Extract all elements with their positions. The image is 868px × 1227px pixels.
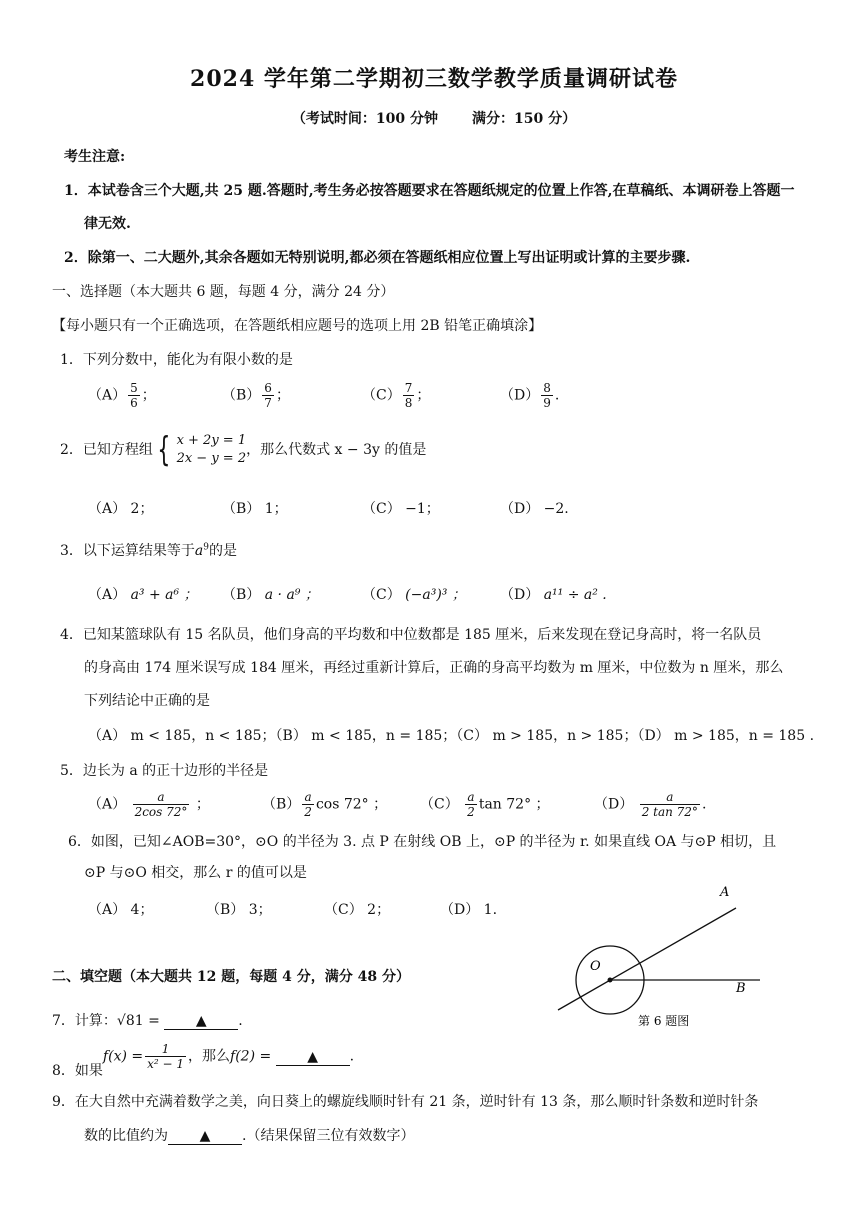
q3-option-b: （B） a · a⁹ ； [222,587,319,603]
label-b: B [736,981,746,996]
q4-line-3: 下列结论中正确的是 [84,693,210,709]
q9-answer-blank[interactable]: ▲ [168,1128,242,1145]
q1-option-c: （C） $\frac{7}{8}$ ； [362,381,431,410]
notice-heading: 考生注意: [64,149,126,165]
q1-stem: 1．下列分数中，能化为有限小数的是 [60,352,293,368]
q6-option-b: （B） 3； [206,902,272,918]
q2-stem: 2．已知方程组 { x + 2y = 1 2x − y = 2 ，那么代数式 x − 3y 的值是 [60,430,427,470]
exam-time: （考试时间：100 分钟 [291,111,438,127]
exam-subtitle [0,108,868,128]
q2-option-b: （B） 1； [222,501,288,517]
ray-oa [558,908,736,1010]
q3-option-a: （A） a³ + a⁶ ； [88,587,198,603]
q2-option-a: （A） 2； [88,501,154,517]
q5-option-c: （C） $\frac{a}{2}$ tan 72° ； [420,790,550,819]
q5-stem: 5．边长为 a 的正十边形的半径是 [60,763,269,779]
q4-line-2: 的身高由 174 厘米误写成 184 厘米，再经过重新计算后，正确的身高平均数为 m 厘米，中位数为 n 厘米，那么 [84,660,784,676]
q1-option-d: （D） $\frac{8}{9}$ . [500,381,560,410]
notice-item-1-line-2: 律无效. [84,216,131,232]
q4-line-1: 4．已知某篮球队有 15 名队员，他们身高的平均数和中位数都是 185 厘米，后来发现在登记身高时，将一名队员 [60,627,762,643]
q7-answer-blank[interactable]: ▲ [164,1013,238,1030]
q6-line-2: ⊙P 与⊙O 相交，那么 r 的值可以是 [84,865,307,881]
q3-stem: 3．以下运算结果等于$a^9$的是 [60,542,238,559]
point-o [608,978,613,983]
section-1-instruction: 【每小题只有一个正确选项，在答题纸相应题号的选项上用 2B 铅笔正确填涂】 [52,318,543,334]
q3-option-d: （D） a¹¹ ÷ a² . [500,587,607,603]
q4-options: （A） m < 185，n < 185；（B） m < 185，n = 185；（C） m > 185，n > 185；（D） m > 185，n = 185 . [88,728,815,744]
notice-item-1-line-1: 1．本试卷含三个大题,共 25 题.答题时,考生务必按答题要求在答题纸规定的位置上作答,在草稿纸、本调研卷上答题一 [64,183,795,199]
exam-title: 2024 学年第二学期初三数学教学质量调研试卷 [190,66,678,92]
q1-option-a: （A） $\frac{5}{6}$ ； [88,381,156,410]
q2-option-d: （D） −2. [500,501,569,517]
q8: 8．如果f(x) = $\frac{1}{\text{x² − 1}}$ ，那么f(2) = ▲ . [52,1042,355,1079]
notice-item-2: 2．除第一、二大题外,其余各题如无特别说明,都必须在答题纸相应位置上写出证明或计算的主要步骤. [64,250,691,266]
q9-line-2: 数的比值约为 ▲ .（结果保留三位有效数字） [84,1128,415,1144]
figure-caption: 第 6 题图 [638,1014,690,1028]
exam-score: 满分：150 分） [472,111,577,127]
q7: 7．计算：√81 = ▲ . [52,1013,243,1029]
label-a: A [720,885,730,900]
section-2-heading: 二、填空题（本大题共 12 题，每题 4 分，满分 48 分） [52,969,410,985]
q6-option-d: （D） 1. [440,902,498,918]
q9-line-1: 9．在大自然中充满着数学之美，向日葵上的螺旋线顺时针有 21 条，逆时针有 13 条，那么顺时针条数和逆时针条 [52,1094,759,1110]
q6-figure [550,880,770,1030]
section-1-heading: 一、选择题（本大题共 6 题，每题 4 分，满分 24 分） [52,284,395,300]
q6-line-1: 6．如图，已知∠AOB=30°，⊙O 的半径为 3. 点 P 在射线 OB 上，⊙P 的半径为 r. 如果直线 OA 与⊙P 相切，且 [68,834,777,850]
q2-equation-system: { x + 2y = 1 2x − y = 2 [157,430,247,470]
q5-option-b: （B） $\frac{a}{2}$ cos 72° ； [262,790,388,819]
q3-option-c: （C） (−a³)³ ； [362,587,466,603]
q1-option-b: （B） $\frac{6}{7}$ ； [222,381,290,410]
label-o: O [590,959,601,974]
q6-option-c: （C） 2； [324,902,391,918]
q5-option-d: （D） $\frac{a}{2 \tan 72^\circ}$ . [594,790,707,819]
q6-option-a: （A） 4； [88,902,154,918]
q8-answer-blank[interactable]: ▲ [276,1049,350,1066]
q5-option-a: （A） $\frac{a}{2\cos 72^\circ}$ ； [88,790,210,819]
q2-option-c: （C） −1； [362,501,440,517]
